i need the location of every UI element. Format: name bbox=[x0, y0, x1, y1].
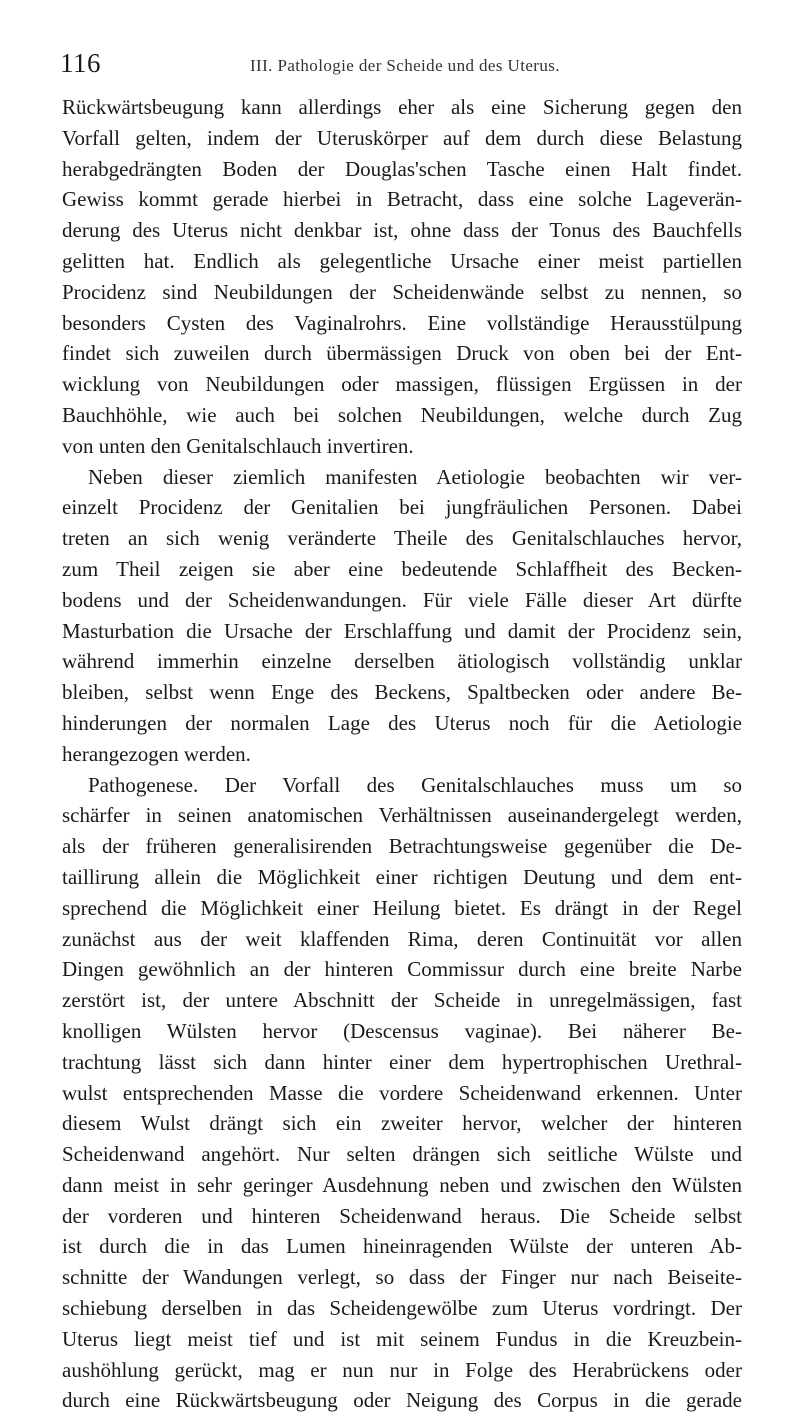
text-line: als der früheren generalisirenden Betrachtungsweise gegenüber die De- bbox=[62, 834, 742, 859]
text-line: Uterus liegt meist tief und ist mit seinem Fundus in die Kreuzbein- bbox=[62, 1326, 742, 1351]
text-line: herabgedrängten Boden der Douglas'schen Tasche einen Halt findet. bbox=[62, 156, 742, 181]
text-line: aushöhlung gerückt, mag er nun nur in Folge des Herabrückens oder bbox=[62, 1357, 742, 1382]
text-line: bleiben, selbst wenn Enge des Beckens, Spaltbecken oder andere Be- bbox=[62, 680, 742, 705]
page-number: 116 bbox=[60, 48, 101, 78]
text-line: durch eine Rückwärtsbeugung oder Neigung des Corpus in die gerade bbox=[62, 1388, 742, 1413]
text-line: findet sich zuweilen durch übermässigen Druck von oben bei der Ent- bbox=[62, 341, 742, 366]
text-line: Bauchhöhle, wie auch bei solchen Neubildungen, welche durch Zug bbox=[62, 402, 742, 427]
text-line: Vorfall gelten, indem der Uteruskörper auf dem durch diese Belastung bbox=[62, 125, 742, 150]
text-line: während immerhin einzelne derselben ätiologisch vollständig unklar bbox=[62, 649, 742, 674]
text-line: schärfer in seinen anatomischen Verhältnissen auseinandergelegt werden, bbox=[62, 803, 742, 828]
text-line: knolligen Wülsten hervor (Descensus vaginae). Bei näherer Be- bbox=[62, 1018, 742, 1043]
text-line: zerstört ist, der untere Abschnitt der Scheide in unregelmässigen, fast bbox=[62, 988, 742, 1013]
text-line: bodens und der Scheidenwandungen. Für viele Fälle dieser Art dürfte bbox=[62, 587, 742, 612]
text-line: einzelt Procidenz der Genitalien bei jungfräulichen Personen. Dabei bbox=[62, 495, 742, 520]
text-line: taillirung allein die Möglichkeit einer richtigen Deutung und dem ent- bbox=[62, 864, 742, 889]
page-header bbox=[60, 48, 740, 88]
text-line: herangezogen werden. bbox=[62, 741, 251, 766]
text-line: Dingen gewöhnlich an der hinteren Commissur durch eine breite Narbe bbox=[62, 957, 742, 982]
text-line: sprechend die Möglichkeit einer Heilung bietet. Es drängt in der Regel bbox=[62, 895, 742, 920]
text-line: hinderungen der normalen Lage des Uterus noch für die Aetiologie bbox=[62, 710, 742, 735]
body-text bbox=[62, 92, 742, 1416]
text-line: Procidenz sind Neubildungen der Scheidenwände selbst zu nennen, so bbox=[62, 279, 742, 304]
text-line: Neben dieser ziemlich manifesten Aetiologie beobachten wir ver- bbox=[88, 464, 742, 489]
text-line: treten an sich wenig veränderte Theile des Genitalschlauches hervor, bbox=[62, 526, 742, 551]
text-line: dann meist in sehr geringer Ausdehnung neben und zwischen den Wülsten bbox=[62, 1172, 742, 1197]
text-line: wulst entsprechenden Masse die vordere Scheidenwand erkennen. Unter bbox=[62, 1080, 742, 1105]
text-line: besonders Cysten des Vaginalrohrs. Eine vollständige Herausstülpung bbox=[62, 310, 742, 335]
text-line: trachtung lässt sich dann hinter einer dem hypertrophischen Urethral- bbox=[62, 1049, 742, 1074]
text-line: schiebung derselben in das Scheidengewölbe zum Uterus vordringt. Der bbox=[62, 1296, 742, 1321]
text-line: Rückwärtsbeugung kann allerdings eher als eine Sicherung gegen den bbox=[62, 95, 742, 119]
text-line: Scheidenwand angehört. Nur selten drängen sich seitliche Wülste und bbox=[62, 1142, 742, 1167]
text-line: diesem Wulst drängt sich ein zweiter hervor, welcher der hinteren bbox=[62, 1111, 742, 1136]
text-line: von unten den Genitalschlauch invertiren. bbox=[62, 433, 414, 458]
text-line: Pathogenese. Der Vorfall des Genitalschlauches muss um so bbox=[88, 772, 742, 797]
text-line: der vorderen und hinteren Scheidenwand heraus. Die Scheide selbst bbox=[62, 1203, 742, 1228]
text-line: derung des Uterus nicht denkbar ist, ohne dass der Tonus des Bauchfells bbox=[62, 218, 742, 243]
text-line: schnitte der Wandungen verlegt, so dass der Finger nur nach Beiseite- bbox=[62, 1265, 742, 1290]
text-line: gelitten hat. Endlich als gelegentliche Ursache einer meist partiellen bbox=[62, 248, 742, 273]
running-title: III. Pathologie der Scheide und des Uterus. bbox=[250, 56, 560, 75]
text-line: wicklung von Neubildungen oder massigen, flüssigen Ergüssen in der bbox=[62, 372, 742, 397]
text-line: Masturbation die Ursache der Erschlaffung und damit der Procidenz sein, bbox=[62, 618, 742, 643]
text-line: zum Theil zeigen sie aber eine bedeutende Schlaffheit des Becken- bbox=[62, 556, 742, 581]
text-line: zunächst aus der weit klaffenden Rima, deren Continuität vor allen bbox=[62, 926, 742, 951]
text-line: ist durch die in das Lumen hineinragenden Wülste der unteren Ab- bbox=[62, 1234, 742, 1259]
text-line: Gewiss kommt gerade hierbei in Betracht, dass eine solche Lageverän- bbox=[62, 187, 742, 212]
